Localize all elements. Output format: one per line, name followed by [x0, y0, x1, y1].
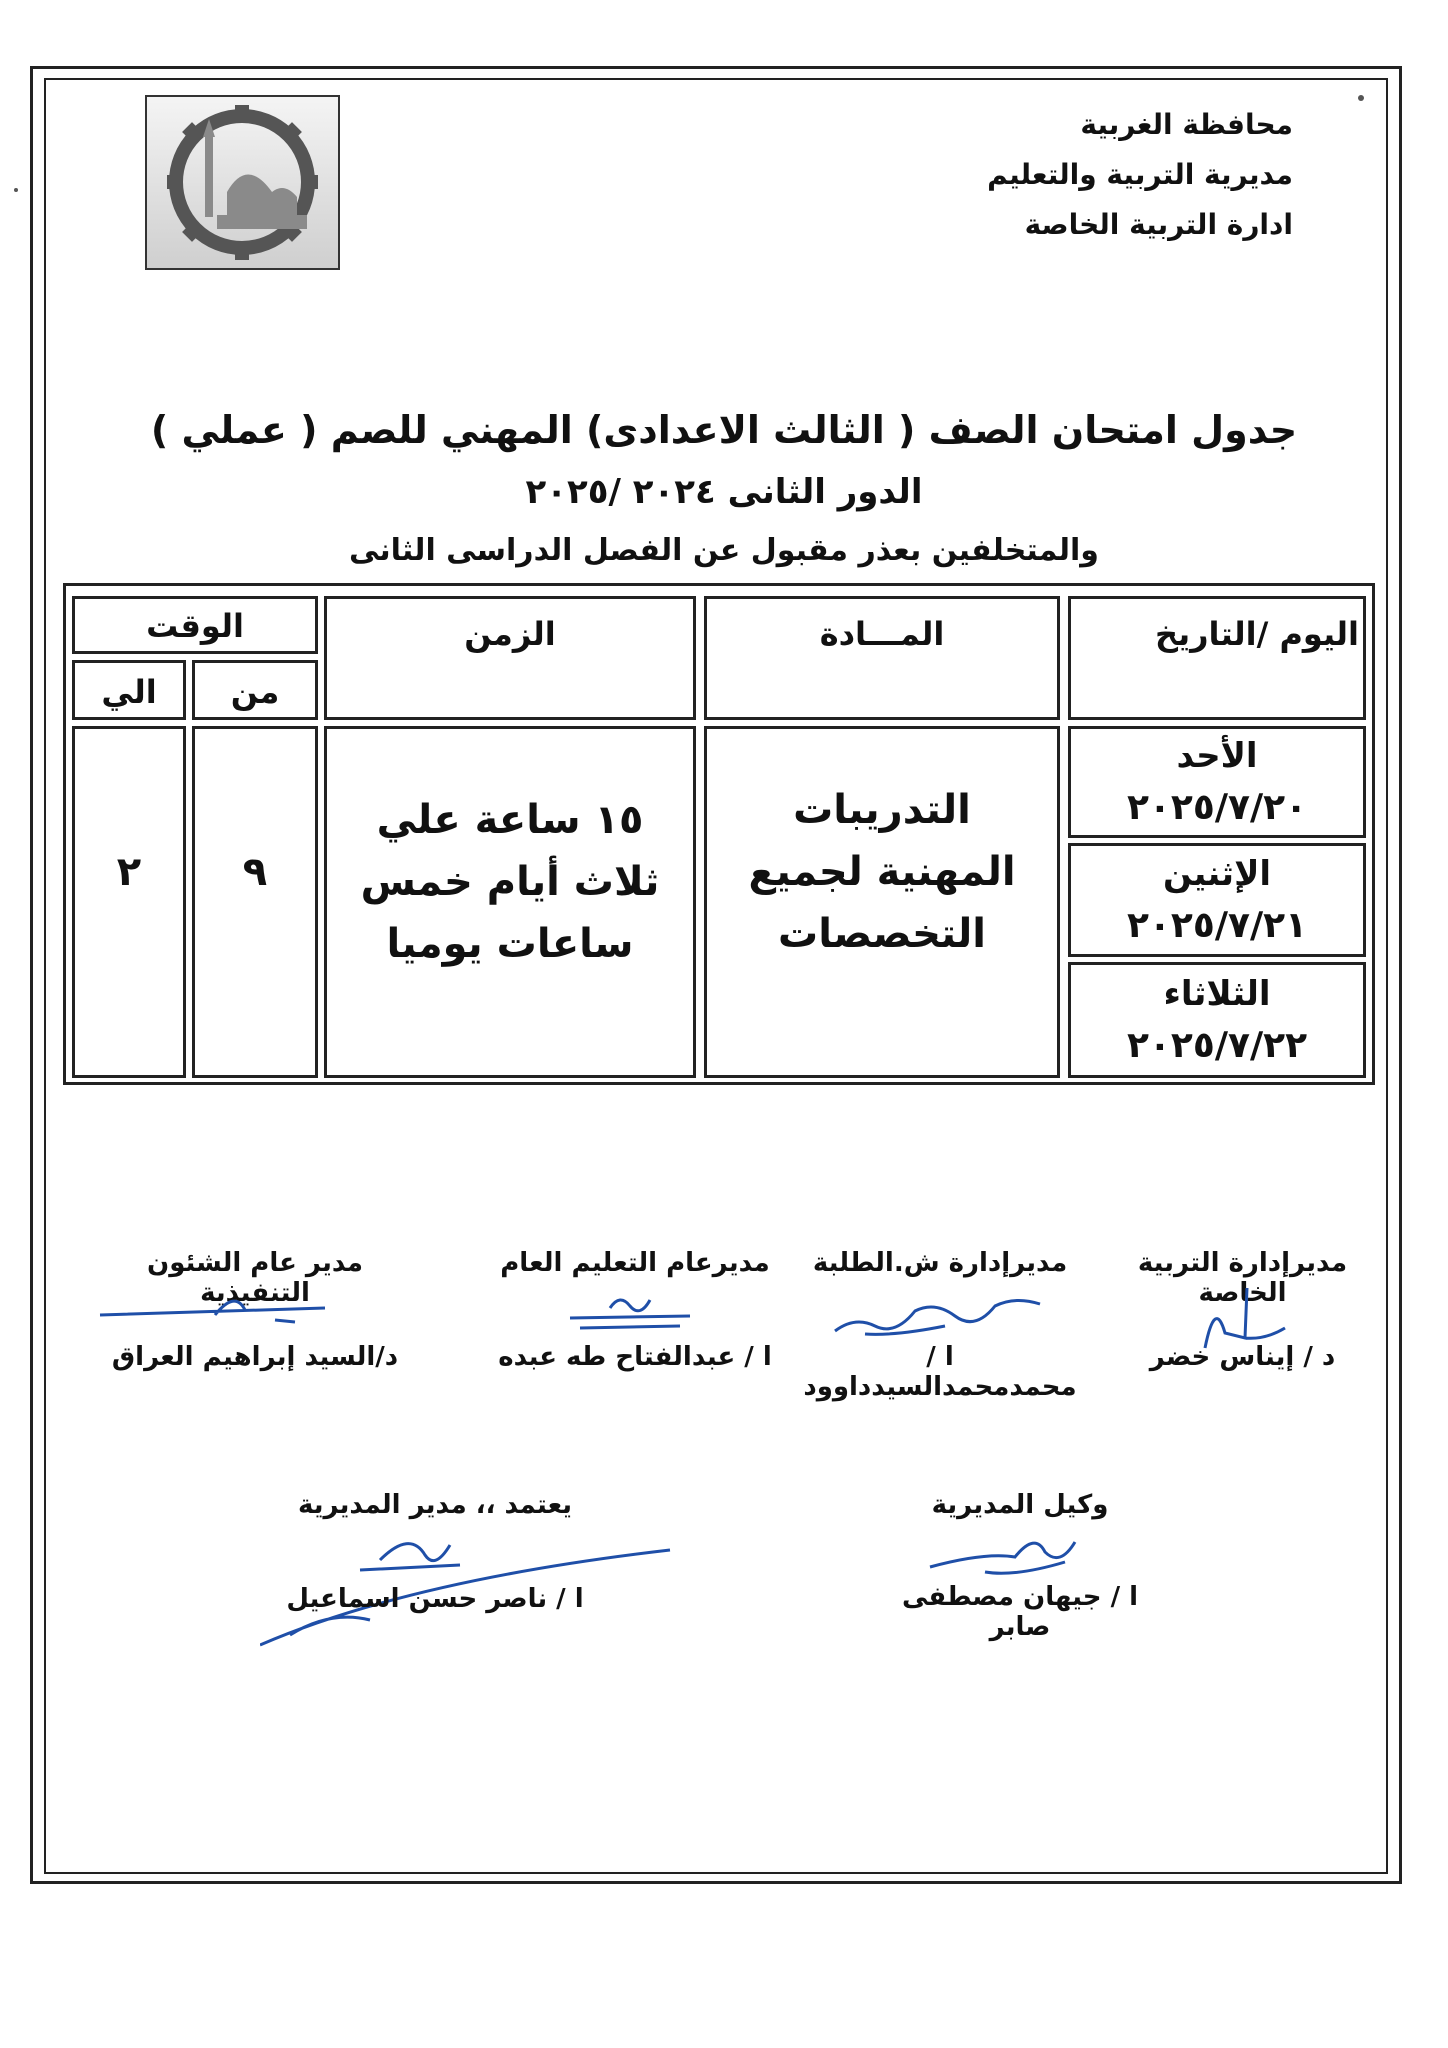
exam-round: الدور الثانى ٢٠٢٤ /٢٠٢٥ [525, 472, 923, 512]
day-name: الأحد [1176, 736, 1258, 776]
schedule-subtitle: والمتخلفين بعذر مقبول عن الفصل الدراسى الثانى [349, 533, 1099, 568]
day-date: ٢٠٢٥/٧/٢١ [1126, 905, 1308, 946]
signature-block-student-affairs: مديرإدارة ش.الطلبة ا / محمدمحمدالسيدداوود [803, 1248, 1077, 1402]
authority-header [987, 100, 1293, 250]
table-row-day [1068, 843, 1366, 957]
header-duration: الزمن [324, 596, 696, 720]
signature-block-special-education: مديرإدارة التربية الخاصة د / إيناس خضر [1137, 1248, 1348, 1372]
signature-block-general-education: مديرعام التعليم العام ا / عبدالفتاح طه عبده [498, 1248, 772, 1372]
header-day-date: اليوم /التاريخ [1068, 596, 1366, 720]
table-row-day [1068, 962, 1366, 1078]
day-date: ٢٠٢٥/٧/٢٢ [1126, 1025, 1308, 1066]
table-row-day [1068, 726, 1366, 838]
header-from: من [192, 660, 318, 720]
signature-block-executive-affairs: مدير عام الشئون التنفيذية د/السيد إبراهيم العراق [90, 1248, 420, 1388]
signature-block-director-approval: يعتمد ،، مدير المديرية ا / ناصر حسن اسماعيل [260, 1490, 610, 1660]
header-to: الي [72, 660, 186, 720]
governorate-label: محافظة الغربية [1080, 108, 1293, 141]
handwritten-signature-icon [925, 1522, 1095, 1582]
schedule-title: جدول امتحان الصف ( الثالث الاعدادى) المهني للصم ( عملي ) [150, 408, 1298, 452]
mosque-gear-logo-icon [145, 95, 340, 270]
duration-cell: ١٥ ساعة علي ثلاث أيام خمس ساعات يوميا [324, 726, 696, 1078]
handwritten-signature-icon [560, 1288, 700, 1338]
directorate-label: مديرية التربية والتعليم [987, 158, 1293, 191]
header-time: الوقت [72, 596, 318, 654]
signature-block-deputy-directorate: وكيل المديرية ا / جيهان مصطفى صابر [901, 1490, 1139, 1642]
administration-label: ادارة التربية الخاصة [1024, 208, 1293, 241]
from-time-cell: ٩ [192, 726, 318, 1078]
day-date: ٢٠٢٥/٧/٢٠ [1126, 787, 1308, 828]
day-name: الثلاثاء [1163, 974, 1271, 1014]
to-time-cell: ٢ [72, 726, 186, 1078]
handwritten-signature-icon [95, 1280, 355, 1340]
subject-cell: التدريبات المهنية لجميع التخصصات [704, 726, 1060, 1078]
exam-schedule-table [63, 583, 1375, 1085]
header-subject: المـــادة [704, 596, 1060, 720]
handwritten-signature-icon [825, 1276, 1055, 1346]
day-name: الإثنين [1162, 854, 1272, 894]
scan-speck [14, 188, 18, 192]
scan-speck [1358, 95, 1364, 101]
